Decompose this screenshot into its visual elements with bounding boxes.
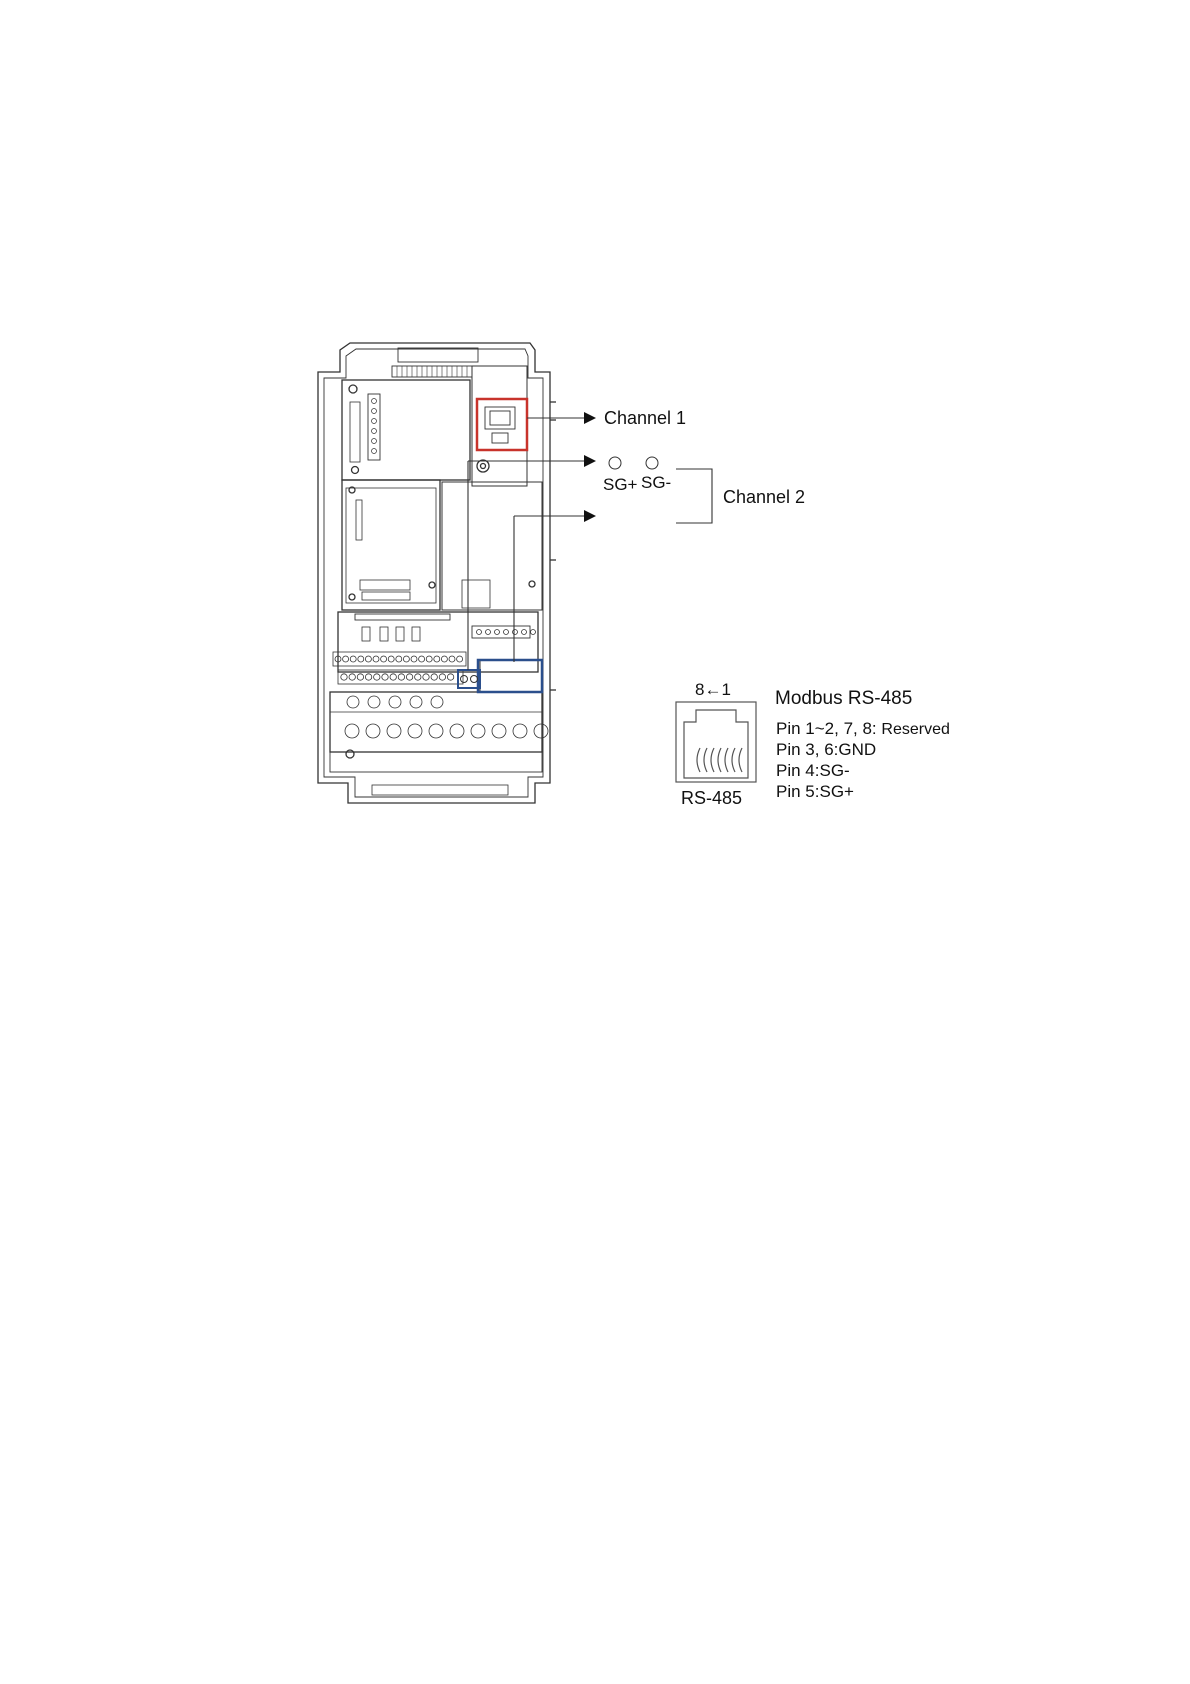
terminal-screw [522,630,527,635]
pin-list-item: Pin 4:SG- [776,761,850,780]
terminal-screw [341,674,347,680]
terminal-screw [358,656,364,662]
terminal-screw [350,656,356,662]
terminal-screw [415,674,421,680]
terminal-screw [471,724,485,738]
terminal-screw [398,674,404,680]
terminal-screw [449,656,455,662]
sg-minus-arrow [584,510,596,522]
terminal-screw [373,656,379,662]
sg-plus-arrow [584,455,596,467]
terminal-screw [423,674,429,680]
terminal-screw [441,656,447,662]
terminal-screw [513,630,518,635]
terminal-screw [396,656,402,662]
terminal-screw [365,656,371,662]
terminal-screw [492,724,506,738]
terminal-screw [406,674,412,680]
terminal-screw [450,724,464,738]
sg-minus-terminal-icon [646,457,658,469]
relay-blocks [362,627,420,641]
pin-list-item: Pin 3, 6:GND [776,740,877,759]
terminal-screw [374,674,380,680]
terminal-screw [457,656,463,662]
terminal-screw [408,724,422,738]
pin-list-item: Pin 1~2, 7, 8: Reserved [776,719,950,738]
terminal-screw [411,656,417,662]
terminal-screw [534,724,548,738]
terminal-screw [389,696,401,708]
terminal-screw [343,656,349,662]
channel2-bracket [676,469,712,523]
terminal-screw [388,656,394,662]
terminal-screw [426,656,432,662]
terminal-screw [368,696,380,708]
terminal-screw [434,656,440,662]
terminal-screw [439,674,445,680]
terminal-screw [431,696,443,708]
terminal-screw [531,630,536,635]
terminal-screw [429,724,443,738]
terminal-screw [410,696,422,708]
channel2-terminal-pins-highlight [458,670,480,688]
terminal-screw [403,656,409,662]
pin-order-label: 8←1 [695,680,731,699]
channel2-label: Channel 2 [723,487,806,507]
drive-unit-drawing [318,343,556,803]
terminal-screw [382,674,388,680]
terminal-screw [387,724,401,738]
channel1-arrow [584,412,596,424]
channel1-label: Channel 1 [604,408,687,428]
terminal-screw [431,674,437,680]
terminal-screw [495,630,500,635]
connector-name: RS-485 [681,788,743,808]
terminal-screw [365,674,371,680]
terminal-screw [345,724,359,738]
terminal-screw [366,724,380,738]
top-connector-pins [397,366,467,377]
modbus-title: Modbus RS-485 [775,688,913,709]
terminal-screw [349,674,355,680]
sg-plus-label: SG+ [603,475,638,494]
terminal-screw [419,656,425,662]
sg-plus-terminal-icon [609,457,621,469]
pin-list-item: Pin 5:SG+ [776,782,854,801]
pin-list [776,719,950,801]
sg-minus-label: SG- [641,473,672,492]
channel2-terminal-highlight [478,660,542,692]
terminal-screw [381,656,387,662]
terminal-screw [504,630,509,635]
terminal-screw [447,674,453,680]
terminal-screw [390,674,396,680]
channel1-port-detail [485,407,515,443]
rj45-connector-icon [676,702,756,782]
terminal-screw [347,696,359,708]
terminal-screw [357,674,363,680]
terminal-screw [477,630,482,635]
terminal-screw [486,630,491,635]
terminal-screw [513,724,527,738]
